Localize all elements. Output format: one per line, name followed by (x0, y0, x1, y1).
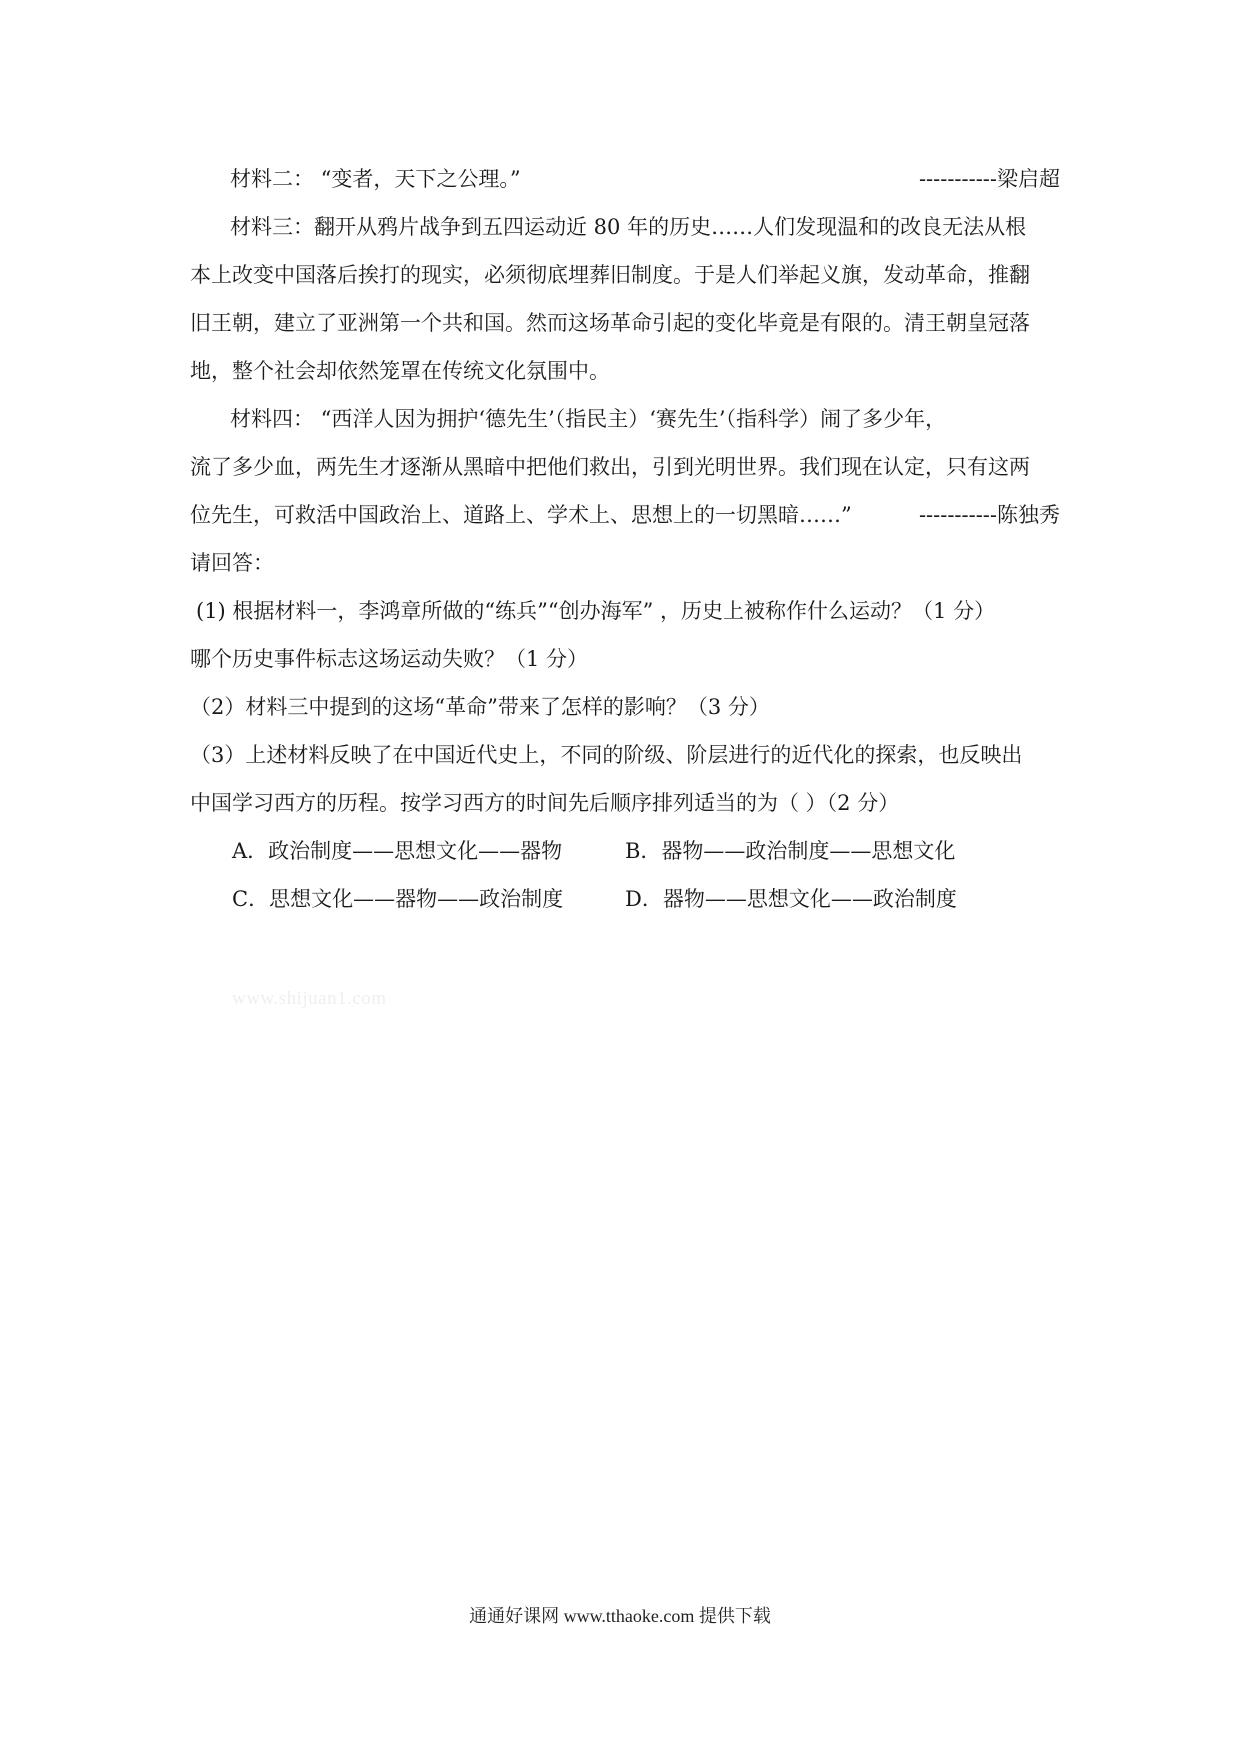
material-4-source: -----------陈独秀 (918, 503, 1060, 527)
material-3-line-4: 地，整个社会却依然笼罩在传统文化氛围中。 (190, 359, 610, 383)
material-4-line-3 (190, 491, 1060, 539)
answer-prompt: 请回答： (190, 551, 274, 575)
material-3-line-3: 旧王朝，建立了亚洲第一个共和国。然而这场革命引起的变化毕竟是有限的。清王朝皇冠落 (190, 311, 1030, 335)
material-3-line-1: 材料三：翻开从鸦片战争到五四运动近 80 年的历史……人们发现温和的改良无法从根 (230, 215, 1027, 239)
question-2: （2）材料三中提到的这场“革命”带来了怎样的影响？（3 分） (190, 695, 770, 719)
option-a: A．政治制度——思想文化——器物 (232, 839, 563, 863)
material-2-text: 材料二： “变者，天下之公理。” (230, 167, 521, 191)
material-4-line-3-text: 位先生，可救活中国政治上、道路上、学术上、思想上的一切黑暗……” (190, 503, 852, 527)
watermark: www.shijuan1.com (232, 988, 387, 1009)
option-d: D．器物——思想文化——政治制度 (625, 887, 957, 911)
page-content (190, 155, 1060, 923)
material-2 (190, 155, 1060, 203)
question-3-line-2: 中国学习西方的历程。按学习西方的时间先后顺序排列适当的为（ ）（2 分） (190, 791, 900, 815)
question-1-line-2: 哪个历史事件标志这场运动失败？（1 分） (190, 647, 589, 671)
question-1-line-1: (1) 根据材料一，李鸿章所做的“练兵”“创办海军” ，历史上被称作什么运动？（1 分） (196, 599, 996, 623)
question-3-line-1: （3）上述材料反映了在中国近代史上，不同的阶级、阶层进行的近代化的探索，也反映出 (190, 743, 1023, 767)
material-4-line-1: 材料四： “西洋人因为拥护‘德先生’（指民主）‘赛先生’（指科学）闹了多少年， (230, 407, 947, 431)
material-2-source: -----------梁启超 (918, 167, 1060, 191)
option-b: B．器物——政治制度——思想文化 (625, 839, 956, 863)
material-3-line-2: 本上改变中国落后挨打的现实，必须彻底埋葬旧制度。于是人们举起义旗，发动革命，推翻 (190, 263, 1030, 287)
material-4-line-2: 流了多少血，两先生才逐渐从黑暗中把他们救出，引到光明世界。我们现在认定，只有这两 (190, 455, 1030, 479)
options-row-1 (190, 827, 1060, 875)
options-row-2 (190, 875, 1060, 923)
option-c: C．思想文化——器物——政治制度 (232, 887, 564, 911)
page-footer: 通通好课网 www.tthaoke.com 提供下载 (469, 1606, 771, 1626)
